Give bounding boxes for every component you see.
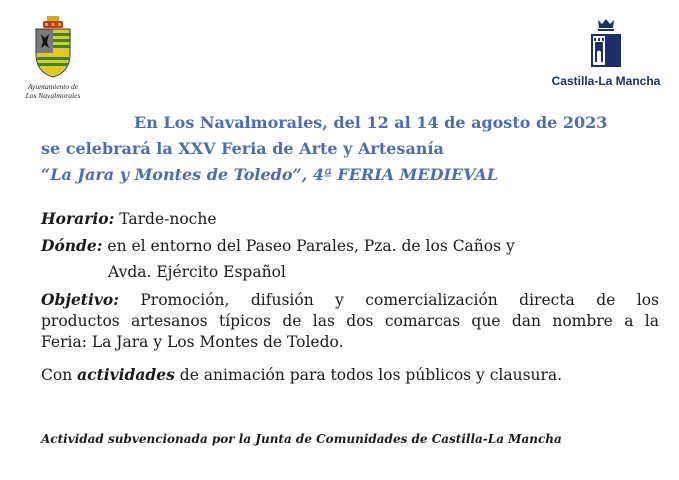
con-suffix: de animación para todos los públicos y clausura. (174, 366, 563, 384)
donde-value-continued: Avda. Ejército Español (108, 263, 286, 281)
horario-label: Horario: (41, 209, 115, 228)
objetivo-line-3: Feria: La Jara y Los Montes de Toledo. (41, 333, 344, 351)
objetivo-line-1: Promoción, difusión y comercialización directa de los (118, 291, 659, 309)
con-prefix: Con (41, 366, 78, 384)
castilla-la-mancha-logo (548, 18, 664, 88)
objetivo-line-2: productos artesanos típicos de las dos comarcas que dan nombre a la (41, 312, 659, 330)
horario-row (41, 208, 217, 230)
title-line-1: En Los Navalmorales, del 12 al 14 de agosto de 2023 (134, 113, 608, 132)
donde-value: en el entorno del Paseo Parales, Pza. de los Caños y (102, 237, 515, 255)
title-line-2: se celebrará la XXV Feria de Arte y Artesanía (41, 139, 444, 158)
donde-label: Dónde: (41, 236, 103, 255)
ayuntamiento-logo (18, 16, 88, 100)
ayuntamiento-caption-2: Los Navalmorales (25, 91, 81, 100)
castle-crown-icon (588, 18, 624, 68)
horario-value: Tarde-noche (114, 210, 217, 228)
ayuntamiento-caption-1: Ayuntamiento de (27, 82, 79, 91)
castilla-la-mancha-wordmark: Castilla-La Mancha (551, 74, 661, 88)
actividades-emphasis: actividades (77, 365, 175, 384)
title-line-3: “La Jara y Montes de Toledo”, 4ª FERIA MEDIEVAL (41, 165, 498, 184)
subsidy-footer: Actividad subvencionada por la Junta de Comunidades de Castilla-La Mancha (41, 432, 562, 446)
objetivo-paragraph (41, 289, 659, 353)
coat-of-arms-icon (33, 16, 73, 78)
objetivo-label: Objetivo: (41, 290, 119, 309)
actividades-row (41, 364, 562, 386)
donde-row (41, 235, 515, 257)
